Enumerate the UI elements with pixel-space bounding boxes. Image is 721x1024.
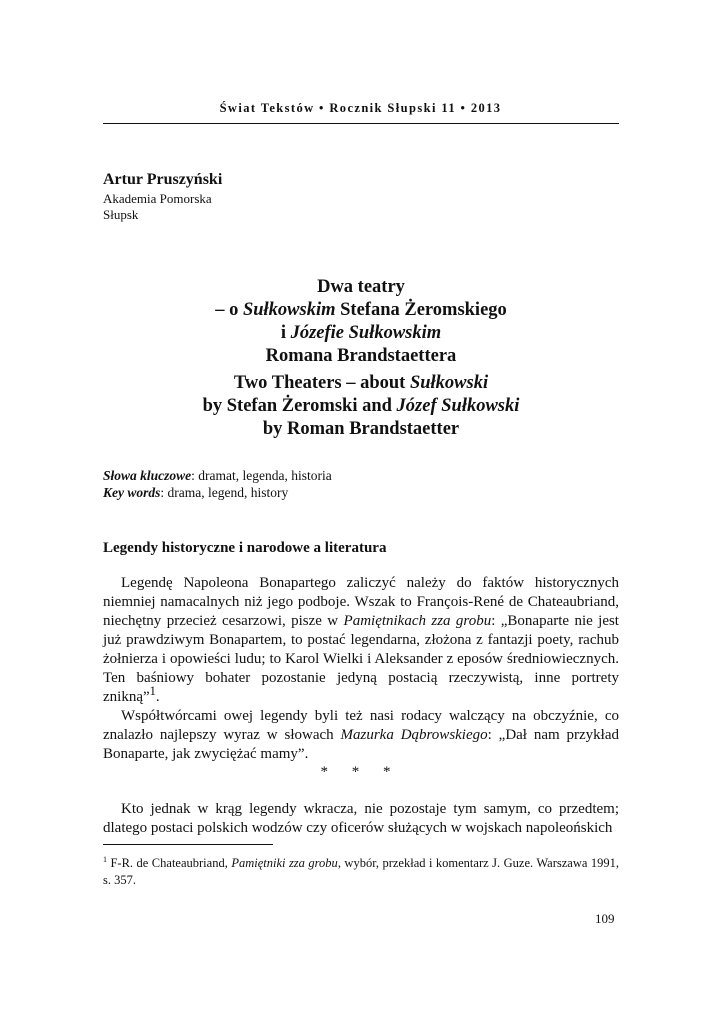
section-separator: * * * (320, 764, 401, 780)
title-pl-line-4: Romana Brandstaettera (265, 346, 457, 366)
author-city: Słupsk (103, 207, 139, 222)
page-number: 109 (595, 911, 615, 926)
keywords-polish: Słowa kluczowe: dramat, legenda, historia (103, 468, 332, 483)
body-text-lower (103, 800, 619, 838)
header-rule (103, 123, 619, 124)
title-english (103, 372, 619, 441)
running-header: Świat Tekstów • Rocznik Słupski 11 • 2013 (219, 101, 502, 115)
title-pl-line-2: – o Sułkowskim Stefana Żeromskiego (215, 300, 507, 320)
footnote-rule (103, 844, 273, 845)
title-pl-line-1: Dwa teatry (317, 277, 405, 297)
footnote-ref: 1 (149, 684, 156, 698)
title-pl-line-3: i Józefie Sułkowskim (280, 323, 442, 343)
title-polish (103, 276, 619, 368)
paragraph-1: Legendę Napoleona Bonapartego zaliczyć należy do faktów historycznych niemniej namacalnych niż jego podboje. Wszak to François-René de Chateaubriand, niechętny przecież cesarzowi, pisze w Pamiętnikach zza grobu: „Bonaparte nie jest już prawdziwym Bonapartem, to postać legendarna, złożona z fantazji poety, rachub żołnierza i opowieści ludu; to Karol Wielki i Aleksander z eposów średniowiecznych. Ten baśniowy bohater pozostanie jedyną postacią rzeczywistą, inne portrety znikną”$^1$. (103, 575, 619, 705)
author-name: Artur Pruszyński (103, 171, 223, 188)
footnote: $^1$ F-R. de Chateaubriand, Pamiętniki zza grobu, wybór, przekład i komentarz J. Guze. Warszawa 1991, s. 357. (103, 854, 620, 887)
title-en-line-3: by Roman Brandstaetter (262, 419, 460, 439)
keywords-english: Key words: drama, legend, history (103, 485, 289, 500)
body-text-upper (103, 574, 619, 764)
section-heading: Legendy historyczne i narodowe a literatura (103, 540, 387, 556)
title-en-line-2: by Stefan Żeromski and Józef Sułkowski (202, 396, 520, 416)
title-en-line-1: Two Theaters – about Sułkowski (233, 373, 489, 393)
paragraph-3: Kto jednak w krąg legendy wkracza, nie pozostaje tym samym, co przedtem; dlatego postaci polskich wodzów czy oficerów służących w wojskach napoleońskich (103, 801, 619, 836)
paragraph-2: Współtwórcami owej legendy byli też nasi rodacy walczący na obczyźnie, co znalazło najlepszy wyraz w słowach Mazurka Dąbrowskiego: „Dał nam przykład Bonaparte, jak zwyciężać mamy”. (103, 708, 619, 762)
author-affiliation: Akademia Pomorska (103, 191, 212, 206)
